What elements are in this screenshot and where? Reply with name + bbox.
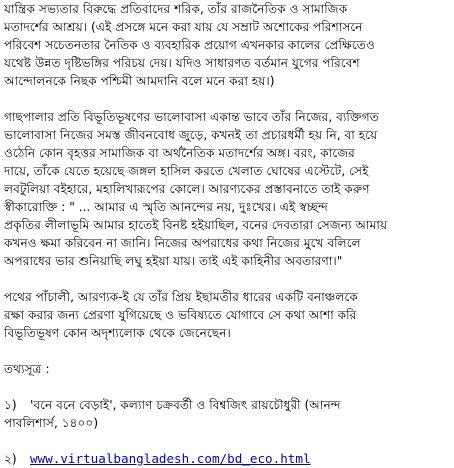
source-text: 'বনে বনে বেড়াই', কল্যাণ চক্রবর্তী ও বিশ্বজিৎ রায়চৌধুরী (আনন্দ	[30, 398, 341, 412]
text-line: রক্ষা করার জন্য প্রেরণা যুগিয়েছে ও ভবিষ্যতে যোগাবে সে কথা আশা করি	[4, 308, 357, 322]
text-line: যথেষ্ট উন্নত দৃষ্টিভঙ্গির পরিচয় দেয়। যদিও সাধারণত বর্তমান যুগের পরিবেশ	[4, 56, 360, 70]
text-line: পরিবেশ সচেতনতার নৈতিক ও ব্যবহারিক প্রয়োগ এখনকার কালের প্রেক্ষিতেও	[4, 38, 375, 52]
text-line: দায়ে, তাঁকে যেতে হয়েছে জঙ্গল হাসিল করতে খেলাত ঘোষের এস্টেটে, সেই	[4, 164, 369, 178]
source-number: ১)	[4, 398, 17, 412]
text-line: ওঠেনি কোন বৃহত্তর সামাজিক বা অর্থনৈতিক মতাদর্শের অঙ্গ। বরং, কাজের	[4, 146, 355, 160]
text-line: বিভূতিভূষণ কোন অদৃশ্যলোক থেকে জেনেছেন।	[4, 326, 231, 340]
paragraph-1	[4, 0, 450, 90]
sources-section	[4, 360, 450, 468]
source-item-1-cont: পাবলিশার্স, ১৪০০)	[4, 416, 99, 430]
source-item-1	[4, 396, 450, 414]
text-line: মতাদর্শের আশ্রয়। (এই প্রসঙ্গে মনে করা যায় যে সম্রাট অশোকের পরিশাসনে	[4, 20, 363, 34]
source-link[interactable]: www.virtualbangladesh.com/bd_eco.html	[30, 451, 311, 466]
text-line: স্বীকারোক্তি : " ... আমার এ স্মৃতি আনন্দের নয়, দুঃখের। এই স্বচ্ছন্দ	[4, 200, 328, 214]
text-line: কখনও ক্ষমা করিবেন না জানি। নিজের অপরাধের কথা নিজের মুখে বলিলে	[4, 236, 361, 250]
sources-heading: তথ্যসূত্র :	[4, 362, 50, 376]
text-line: পথের পাঁচালী, আরণ্যক-ই যে তাঁর প্রিয় ইছামতীর ধারের একটি বনাঞ্চলকে	[4, 290, 358, 304]
source-number: ২)	[4, 452, 17, 466]
document	[4, 0, 450, 468]
text-line: আন্দোলনকে নিছক পশ্চিমী আমদানি বলে মনে করা হয়।)	[4, 74, 275, 88]
text-line: লবটুলিয়া বইহারে, মহালিখারূপের কোলে। আরণ্যকের প্রস্তাবনাতে তাই করুণ	[4, 182, 370, 196]
text-line: প্রকৃতির লীলাভূমি আমার হাতেই বিনষ্ট হইয়াছিল, বনের দেবতারা সেজন্য আমায়	[4, 218, 388, 232]
paragraph-3	[4, 288, 450, 342]
source-item-2	[4, 450, 450, 468]
text-line: অপরাধের ভার শুনিয়াছি লঘু হইয়া যায়। তাই এই কাহিনীর অবতারণা।"	[4, 254, 343, 268]
text-line: গাছপালার প্রতি বিভূতিভূষণের ভালোবাসা একান্ত ভাবে তাঁর নিজের, ব্যক্তিগত	[4, 110, 379, 124]
paragraph-2	[4, 108, 450, 270]
text-line: যান্ত্রিক সভ্যতার বিরুদ্ধে প্রতিবাদের শরিক, তাঁর রাজনৈতিক ও সামাজিক	[4, 2, 348, 16]
text-line: ভালোবাসা নিজের সমস্ত জীবনবোধ জুড়ে, কখনই তা প্রচারধর্মী হয় নি, বা হয়ে	[4, 128, 378, 142]
